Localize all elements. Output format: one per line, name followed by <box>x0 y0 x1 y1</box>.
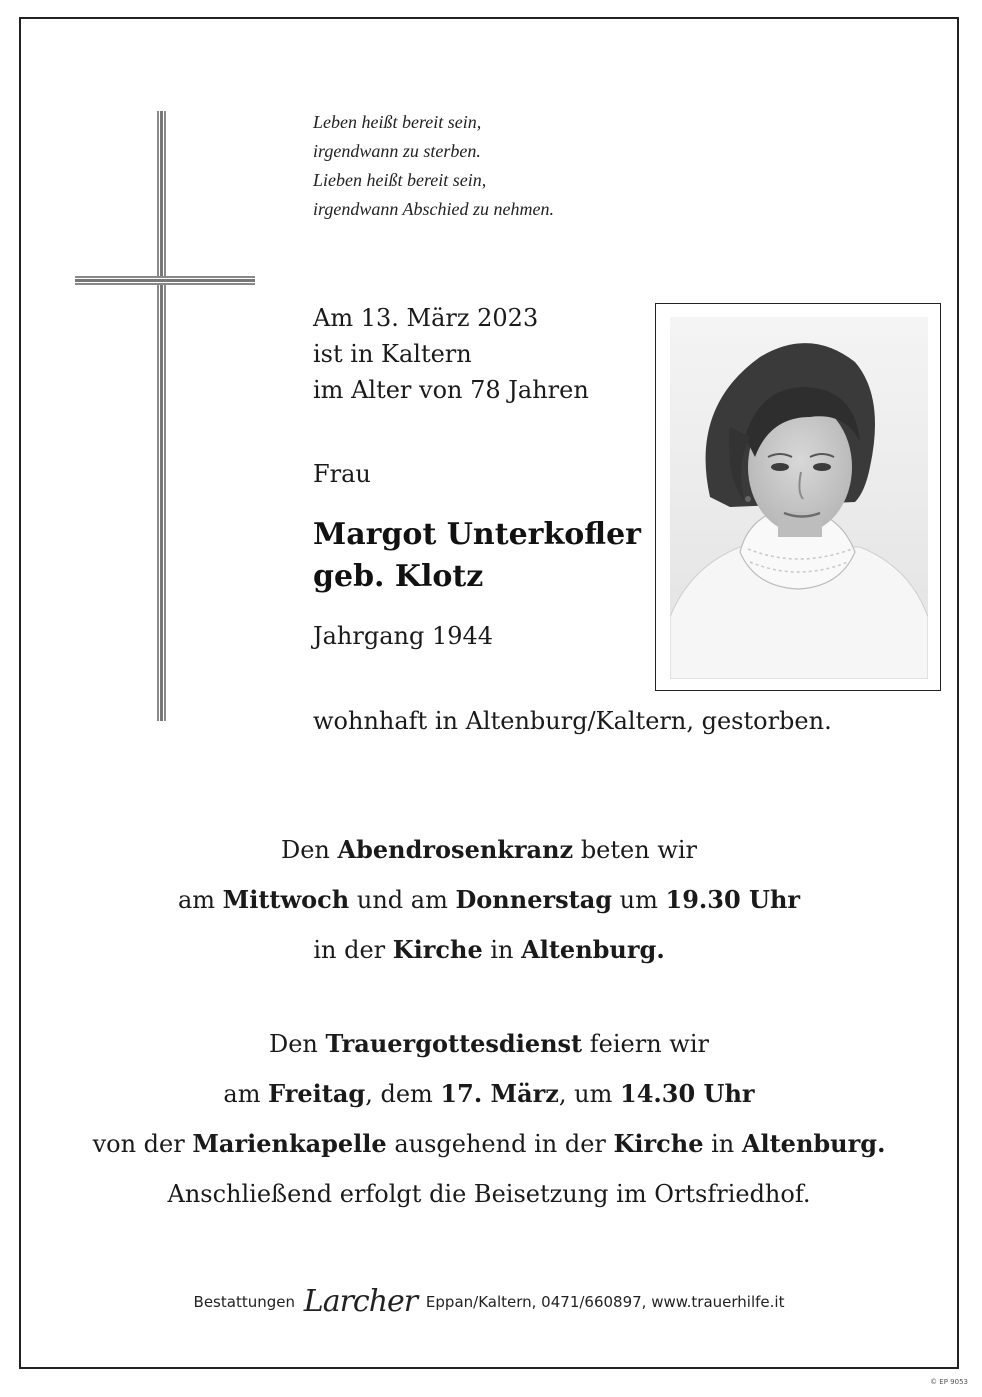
text-segment: , um <box>558 1080 621 1108</box>
funeral-day: Freitag <box>268 1079 366 1108</box>
burial-line: Anschließend erfolgt die Beisetzung im Ortsfriedhof. <box>167 1180 811 1208</box>
text-segment: am <box>177 886 223 914</box>
text-segment: in der <box>313 936 393 964</box>
poem-line: Lieben heißt bereit sein, <box>313 170 487 190</box>
rosary-line-3 <box>19 925 959 975</box>
funeral-line-1 <box>19 1019 959 1069</box>
text-segment: und am <box>349 886 456 914</box>
text-segment: am <box>223 1080 269 1108</box>
text-segment: um <box>612 886 666 914</box>
deceased-name-block <box>313 514 641 598</box>
cross-icon-horizontal-beam <box>75 276 255 285</box>
funeral-title: Trauergottesdienst <box>325 1029 583 1058</box>
text-segment: von der <box>92 1130 193 1158</box>
salutation: Frau <box>313 460 371 488</box>
poem-line: irgendwann zu sterben. <box>313 141 481 161</box>
funeral-home-footer <box>19 1284 959 1319</box>
text-segment: ausgehend in der <box>386 1130 614 1158</box>
rosary-day-1: Mittwoch <box>222 885 350 914</box>
poem-line: Leben heißt bereit sein, <box>313 112 482 132</box>
text-segment: in <box>703 1130 742 1158</box>
rosary-title: Abendrosenkranz <box>337 835 574 864</box>
funeral-venue: Kirche <box>613 1129 704 1158</box>
death-age: im Alter von 78 Jahren <box>313 376 589 404</box>
footer-contact: Eppan/Kaltern, 0471/660897, www.trauerhilfe.it <box>425 1293 785 1311</box>
text-segment: beten wir <box>573 836 698 864</box>
rosary-venue: Kirche <box>392 935 483 964</box>
funeral-date: 17. März <box>440 1079 559 1108</box>
text-segment: Den <box>280 836 338 864</box>
portrait-frame <box>655 303 941 691</box>
poem-line: irgendwann Abschied zu nehmen. <box>313 199 554 219</box>
death-announcement-intro <box>313 300 589 408</box>
rosary-time: 19.30 Uhr <box>665 885 801 914</box>
maiden-name: geb. Klotz <box>313 559 484 594</box>
funeral-line-3 <box>19 1119 959 1169</box>
funeral-time: 14.30 Uhr <box>620 1079 755 1108</box>
funeral-line-2 <box>19 1069 959 1119</box>
funeral-announcement <box>19 1019 959 1219</box>
text-segment: , dem <box>365 1080 441 1108</box>
rosary-line-2 <box>19 875 959 925</box>
text-segment: . <box>877 1129 886 1158</box>
rosary-line-1 <box>19 825 959 875</box>
portrait-image <box>670 317 928 679</box>
portrait-photo <box>670 317 928 679</box>
text-segment: Den <box>268 1030 326 1058</box>
funeral-origin: Marienkapelle <box>192 1129 387 1158</box>
cross-icon-vertical-beam <box>157 111 166 721</box>
residence-text: wohnhaft in Altenburg/Kaltern, gestorben. <box>313 707 832 735</box>
rosary-announcement <box>19 825 959 975</box>
rosary-town: Altenburg <box>521 935 657 964</box>
text-segment: in <box>482 936 522 964</box>
death-date: Am 13. März 2023 <box>313 304 539 332</box>
birth-year: Jahrgang 1944 <box>313 622 494 650</box>
copyright-code: © EP 9053 <box>930 1378 968 1386</box>
funeral-town: Altenburg <box>741 1129 878 1158</box>
footer-prefix: Bestattungen <box>193 1293 295 1311</box>
rosary-day-2: Donnerstag <box>455 885 613 914</box>
funeral-home-logo: Larcher <box>303 1284 418 1319</box>
text-segment: . <box>656 935 665 964</box>
death-place: ist in Kaltern <box>313 340 472 368</box>
poem <box>313 108 554 224</box>
deceased-name: Margot Unterkofler <box>313 517 641 552</box>
text-segment: feiern wir <box>582 1030 709 1058</box>
